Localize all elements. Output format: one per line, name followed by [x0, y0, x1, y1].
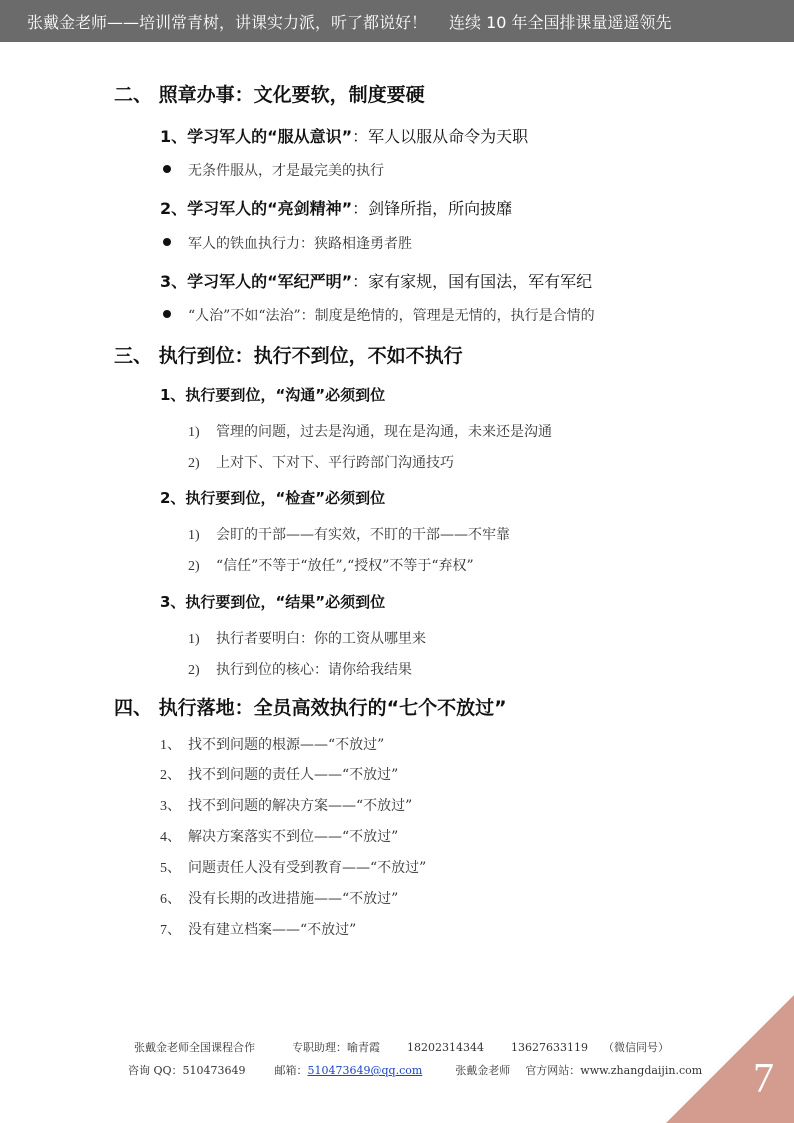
banner-slogan: 张戴金老师——培训常青树，讲课实力派，听了都说好！	[27, 12, 428, 32]
s3-sub-3-item-1	[188, 628, 426, 648]
s2-item-3-heading	[160, 269, 592, 292]
footer-phone-1: 18202314344	[407, 1041, 484, 1054]
s3-sub-2-heading: 2、执行要到位，“检查”必须到位	[160, 489, 386, 507]
footer-line-2	[128, 1062, 702, 1078]
s2-item-3-bullet: “人治”不如“法治”：制度是绝情的，管理是无情的，执行是合情的	[188, 308, 595, 324]
bullet-dot-icon	[163, 238, 171, 246]
s2-item-1-heading-rest: ：军人以服从命令为天职	[352, 127, 529, 146]
item-text: 问题责任人没有受到教育——“不放过”	[188, 860, 427, 876]
item-text: “信任”不等于“放任”,“授权”不等于“弃权”	[216, 558, 474, 574]
footer-wechat-note: （微信同号）	[602, 1041, 669, 1054]
s3-sub-3-item-2	[188, 659, 412, 679]
s3-sub-2-item-2	[188, 555, 474, 575]
item-text: 没有建立档案——“不放过”	[188, 922, 357, 938]
item-text: 找不到问题的责任人——“不放过”	[188, 767, 399, 783]
item-number: 4、	[160, 830, 181, 845]
s2-item-3-heading-bold: 3、学习军人的“军纪严明”	[160, 272, 353, 291]
page-number: 7	[753, 1056, 774, 1102]
bullet-dot-icon	[163, 165, 171, 173]
s3-sub-2-item-1	[188, 524, 510, 544]
banner-ranking: 连续 10 年全国排课量遥遥领先	[449, 12, 672, 32]
s3-sub-1-item-1	[188, 421, 552, 441]
s2-item-2-bullet: 军人的铁血执行力：狭路相逢勇者胜	[188, 236, 412, 252]
s4-item-1	[160, 734, 384, 754]
footer-qq: 咨询 QQ：510473649	[128, 1064, 246, 1077]
item-text: 解决方案落实不到位——“不放过”	[188, 829, 399, 845]
item-text: 管理的问题，过去是沟通，现在是沟通，未来还是沟通	[216, 424, 552, 440]
s4-item-5	[160, 857, 426, 877]
footer-assistant: 专职助理：喻青霞	[292, 1041, 380, 1054]
item-number: 2)	[188, 456, 200, 471]
item-text: 找不到问题的解决方案——“不放过”	[188, 798, 413, 814]
section-3-title: 三、 执行到位：执行不到位，不如不执行	[114, 345, 463, 367]
item-number: 6、	[160, 892, 181, 907]
footer-cooperation: 张戴金老师全国课程合作	[134, 1041, 255, 1054]
footer-email-label: 邮箱：	[274, 1064, 308, 1077]
s2-item-2-heading	[160, 196, 512, 219]
footer-name: 张戴金老师	[455, 1064, 511, 1077]
footer-email-link[interactable]: 510473649@qq.com	[307, 1064, 423, 1077]
footer-line-1	[134, 1039, 669, 1055]
item-number: 1)	[188, 632, 200, 647]
item-number: 7、	[160, 923, 181, 938]
s2-item-2-heading-bold: 2、学习军人的“亮剑精神”	[160, 199, 353, 218]
item-number: 1)	[188, 528, 200, 543]
s3-sub-1-heading: 1、执行要到位，“沟通”必须到位	[160, 386, 386, 404]
bullet-dot-icon	[163, 310, 171, 318]
item-number: 1)	[188, 425, 200, 440]
item-text: 找不到问题的根源——“不放过”	[188, 737, 385, 753]
s2-item-1-bullet: 无条件服从，才是最完美的执行	[188, 163, 384, 179]
item-number: 2)	[188, 663, 200, 678]
s2-item-1-heading	[160, 124, 528, 147]
item-text: 执行到位的核心：请你给我结果	[216, 662, 412, 678]
header-banner	[0, 0, 794, 42]
s2-item-3-heading-rest: ：家有家规，国有国法，军有军纪	[352, 272, 593, 291]
s4-item-2	[160, 764, 398, 784]
item-text: 没有长期的改进措施——“不放过”	[188, 891, 399, 907]
item-text: 执行者要明白：你的工资从哪里来	[216, 631, 426, 647]
s3-sub-1-item-2	[188, 452, 454, 472]
item-number: 2、	[160, 768, 181, 783]
item-number: 5、	[160, 861, 181, 876]
s3-sub-3-heading: 3、执行要到位，“结果”必须到位	[160, 593, 386, 611]
s4-item-3	[160, 795, 412, 815]
s4-item-4	[160, 826, 398, 846]
corner-triangle-decoration	[666, 995, 794, 1123]
s2-item-1-heading-bold: 1、学习军人的“服从意识”	[160, 127, 353, 146]
s4-item-7	[160, 919, 356, 939]
item-number: 1、	[160, 738, 181, 753]
item-number: 2)	[188, 559, 200, 574]
section-4-title: 四、 执行落地：全员高效执行的“七个不放过”	[114, 697, 507, 719]
s2-item-2-heading-rest: ：剑锋所指，所向披靡	[352, 199, 513, 218]
item-number: 3、	[160, 799, 181, 814]
item-text: 上对下、下对下、平行跨部门沟通技巧	[216, 455, 454, 471]
footer-phone-2: 13627633119	[510, 1041, 588, 1054]
item-text: 会盯的干部——有实效，不盯的干部——不牢靠	[216, 527, 510, 543]
section-2-title: 二、 照章办事：文化要软，制度要硬	[114, 84, 425, 106]
footer-website: 官方网站：www.zhangdaijin.com	[525, 1064, 703, 1077]
s4-item-6	[160, 888, 398, 908]
